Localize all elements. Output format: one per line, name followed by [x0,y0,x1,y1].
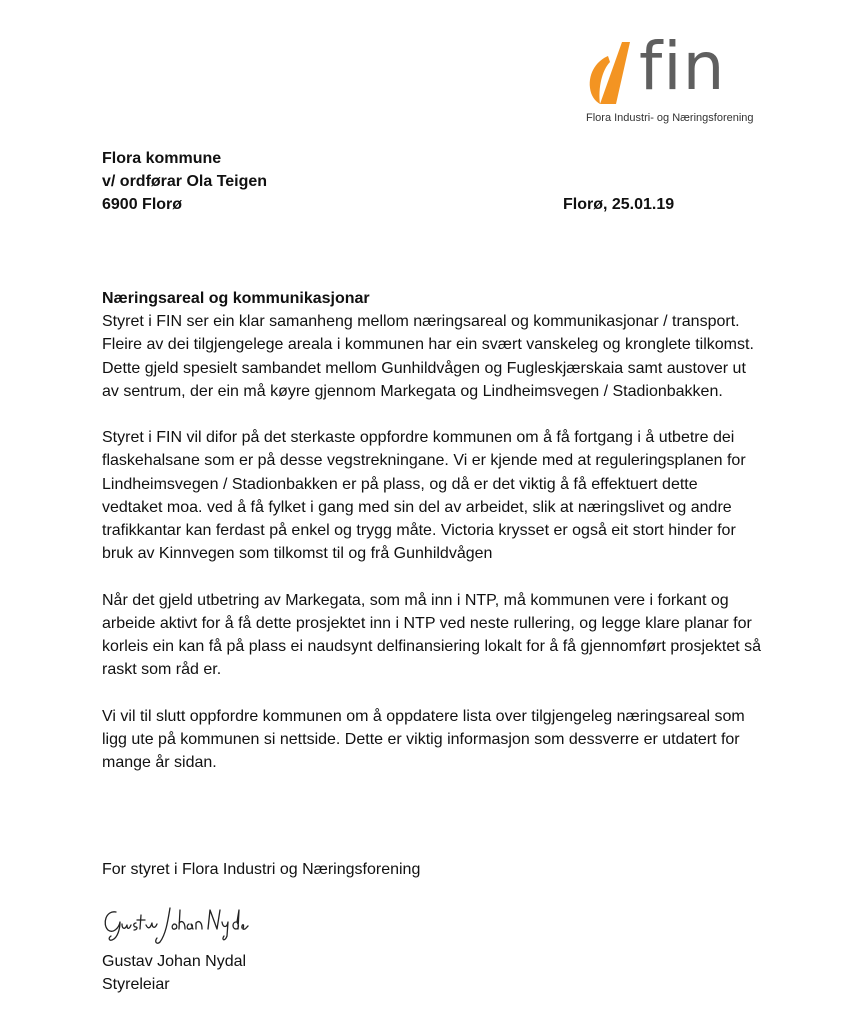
paragraph-1: Styret i FIN ser ein klar samanheng mellom næringsareal og kommunikasjonar / transport. Fleire av dei tilgjengelege areala i kommunen har ein svært vanskeleg og kronglete tilkomst. Dette gjeld spesielt sambandet mellom Gunhildvågen og Fugleskjærskaia samt austover ut av sentrum, der ein må køyre gjennom Markegata og Lindheimsvegen / Stadionbakken. [102,313,754,400]
letter-body [102,287,762,797]
paragraph-4: Vi vil til slutt oppfordre kommunen om å oppdatere lista over tilgjengeleg næringsareal som ligg ute på kommunen si nettside. Dette er viktig informasjon som dessverre er utdatert for mange år sidan. [102,707,745,772]
recipient-name: Flora kommune [102,150,222,167]
signer-block [102,950,246,996]
recipient-attention: v/ ordførar Ola Teigen [102,173,268,190]
signer-title: Styreleiar [102,976,170,993]
logo-wordmark: fin [639,28,726,105]
paragraph-2: Styret i FIN vil difor på det sterkaste oppfordre kommunen om å få fortgang i å utbetre dei flaskehalsane som er på desse vegstrekningane. Vi er kjende med at reguleringsplanen for Lindheimsvegen / Stadionbakken er på plass, og då er det viktig å få effektuert dette vedtaket moa. ved å få fylket i gang med sin del av arbeidet, slik at næringslivet og andre trafikkantar kan ferdast på enkel og trygg måte. Victoria krysset er også eit stort hinder for bruk av Kinnvegen som tilkomst til og frå Gunhildvågen [102,429,746,563]
paragraph-3: Når det gjeld utbetring av Markegata, som må inn i NTP, må kommunen vere i forkant og arbeide aktivt for å få dette prosjektet inn i NTP ved neste rullering, og legge klare planar for korleis ein kan få på plass ei naudsynt delfinansiering lokalt for å få gjennomført prosjektet så raskt som råd er. [102,591,762,679]
fin-logo [586,28,766,128]
letter-subject: Næringsareal og kommunikasjonar [102,290,370,307]
recipient-address [102,147,267,216]
closing-greeting: For styret i Flora Industri og Næringsforening [102,861,421,878]
fin-logo-mark-icon [586,38,646,108]
recipient-postal: 6900 Florø [102,196,183,213]
signer-name: Gustav Johan Nydal [102,953,247,970]
logo-subtitle: Flora Industri- og Næringsforening [586,112,754,124]
handwritten-signature [100,898,250,955]
letter-date: Florø, 25.01.19 [563,196,675,213]
